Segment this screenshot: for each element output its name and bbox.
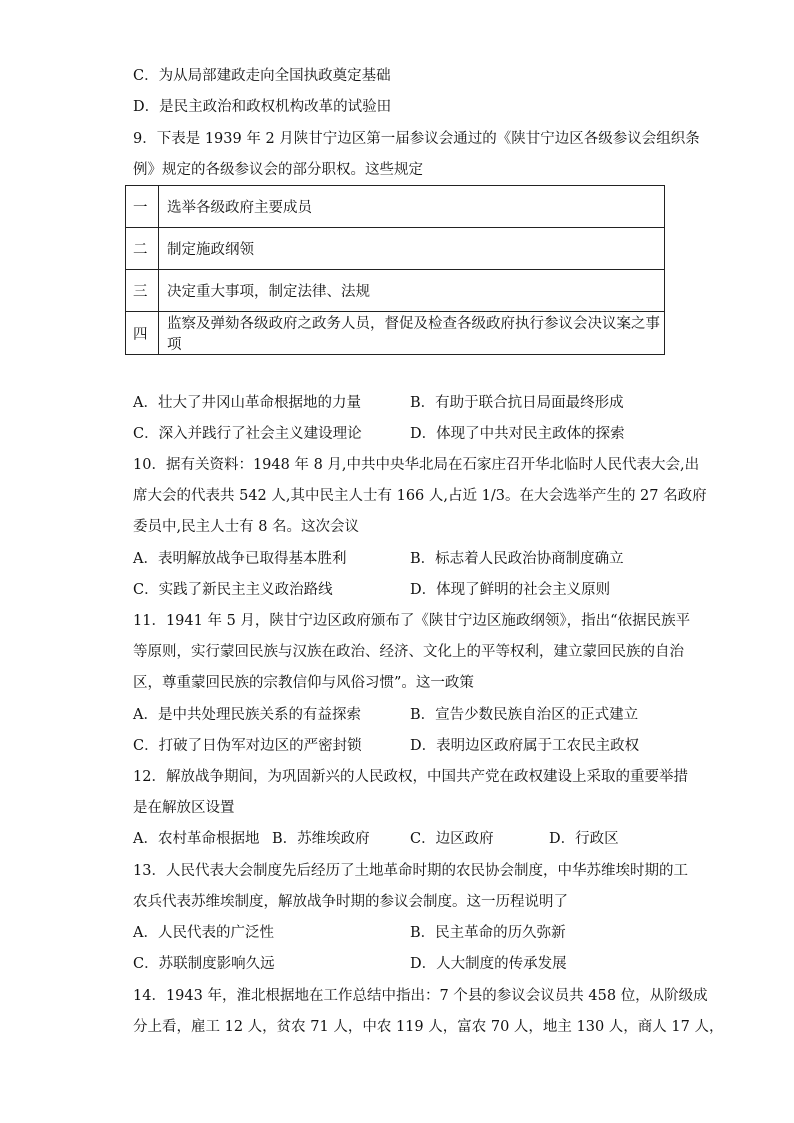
q11-option-a: A．是中共处理民族关系的有益探索 xyxy=(133,707,361,723)
q13-option-c: C．苏联制度影响久远 xyxy=(133,956,275,972)
table-row-number: 三 xyxy=(126,270,159,312)
q8-option-d: D．是民主政治和政权机构改革的试验田 xyxy=(133,99,392,115)
table-row-number: 二 xyxy=(126,228,159,270)
q10-stem-line-1: 10．据有关资料：1948 年 8 月,中共中央华北局在石家庄召开华北临时人民代表大会,出 xyxy=(133,457,700,473)
q13-option-d: D．人大制度的传承发展 xyxy=(410,956,567,972)
table-row-text: 监察及弹劾各级政府之政务人员，督促及检查各级政府执行参议会决议案之事项 xyxy=(159,312,665,355)
q10-option-b: B．标志着人民政治协商制度确立 xyxy=(410,551,624,567)
table-row xyxy=(126,228,665,270)
q10-option-a: A．表明解放战争已取得基本胜利 xyxy=(133,551,347,567)
q12-stem-line-1: 12．解放战争期间，为巩固新兴的人民政权，中国共产党在政权建设上采取的重要举措 xyxy=(133,769,688,785)
q11-stem-line-2: 等原则，实行蒙回民族与汉族在政治、经济、文化上的平等权利，建立蒙回民族的自治 xyxy=(133,644,684,660)
q11-option-d: D．表明边区政府属于工农民主政权 xyxy=(410,738,640,754)
q12-option-d: D．行政区 xyxy=(549,831,619,847)
q11-option-c: C．打破了日伪军对边区的严密封锁 xyxy=(133,738,362,754)
q9-option-d: D．体现了中共对民主政体的探索 xyxy=(410,426,625,442)
q8-option-c: C．为从局部建政走向全国执政奠定基础 xyxy=(133,68,391,84)
table-row-text: 选举各级政府主要成员 xyxy=(159,186,665,228)
q10-option-d: D．体现了鲜明的社会主义原则 xyxy=(410,582,611,598)
table-row-number: 一 xyxy=(126,186,159,228)
q13-option-b: B．民主革命的历久弥新 xyxy=(410,925,566,941)
q13-option-a: A．人民代表的广泛性 xyxy=(133,925,274,941)
table-row xyxy=(126,270,665,312)
q10-stem-line-3: 委员中,民主人士有 8 名。这次会议 xyxy=(133,519,360,535)
q10-stem-line-2: 席大会的代表共 542 人,其中民主人士有 166 人,占近 1/3。在大会选举产生的 27 名政府 xyxy=(133,488,707,504)
table-row-text: 决定重大事项，制定法律、法规 xyxy=(159,270,665,312)
q9-option-b: B．有助于联合抗日局面最终形成 xyxy=(410,395,624,411)
q10-option-c: C．实践了新民主主义政治路线 xyxy=(133,582,333,598)
q14-stem-line-1: 14．1943 年，淮北根据地在工作总结中指出：7 个县的参议会议员共 458 位，从阶级成 xyxy=(133,988,708,1004)
q13-stem-line-2: 农兵代表苏维埃制度，解放战争时期的参议会制度。这一历程说明了 xyxy=(133,894,568,910)
table-row xyxy=(126,186,665,228)
q11-option-b: B．宣告少数民族自治区的正式建立 xyxy=(410,707,639,723)
q12-option-a: A．农村革命根据地 xyxy=(133,831,260,847)
q9-option-c: C．深入并践行了社会主义建设理论 xyxy=(133,426,362,442)
q14-stem-line-2: 分上看，雇工 12 人，贫农 71 人，中农 119 人，富农 70 人，地主 130 人，商人 17 人， xyxy=(133,1019,724,1035)
q12-option-b: B．苏维埃政府 xyxy=(272,831,370,847)
q9-stem-line-1: 9．下表是 1939 年 2 月陕甘宁边区第一届参议会通过的《陕甘宁边区各级参议会组织条 xyxy=(133,131,700,147)
q11-stem-line-1: 11．1941 年 5 月，陕甘宁边区政府颁布了《陕甘宁边区施政纲领》，指出“依据民族平 xyxy=(133,613,691,629)
q12-stem-line-2: 是在解放区设置 xyxy=(133,800,235,816)
q11-stem-line-3: 区，尊重蒙回民族的宗教信仰与风俗习惯”。这一政策 xyxy=(133,675,474,691)
q13-stem-line-1: 13．人民代表大会制度先后经历了土地革命时期的农民协会制度，中华苏维埃时期的工 xyxy=(133,863,688,879)
q9-powers-table xyxy=(125,185,665,355)
q9-option-a: A．壮大了井冈山革命根据地的力量 xyxy=(133,395,361,411)
q9-stem-line-2: 例》规定的各级参议会的部分职权。这些规定 xyxy=(133,162,423,178)
table-row-number: 四 xyxy=(126,312,159,355)
q12-option-c: C．边区政府 xyxy=(410,831,494,847)
table-row xyxy=(126,312,665,355)
table-row-text: 制定施政纲领 xyxy=(159,228,665,270)
